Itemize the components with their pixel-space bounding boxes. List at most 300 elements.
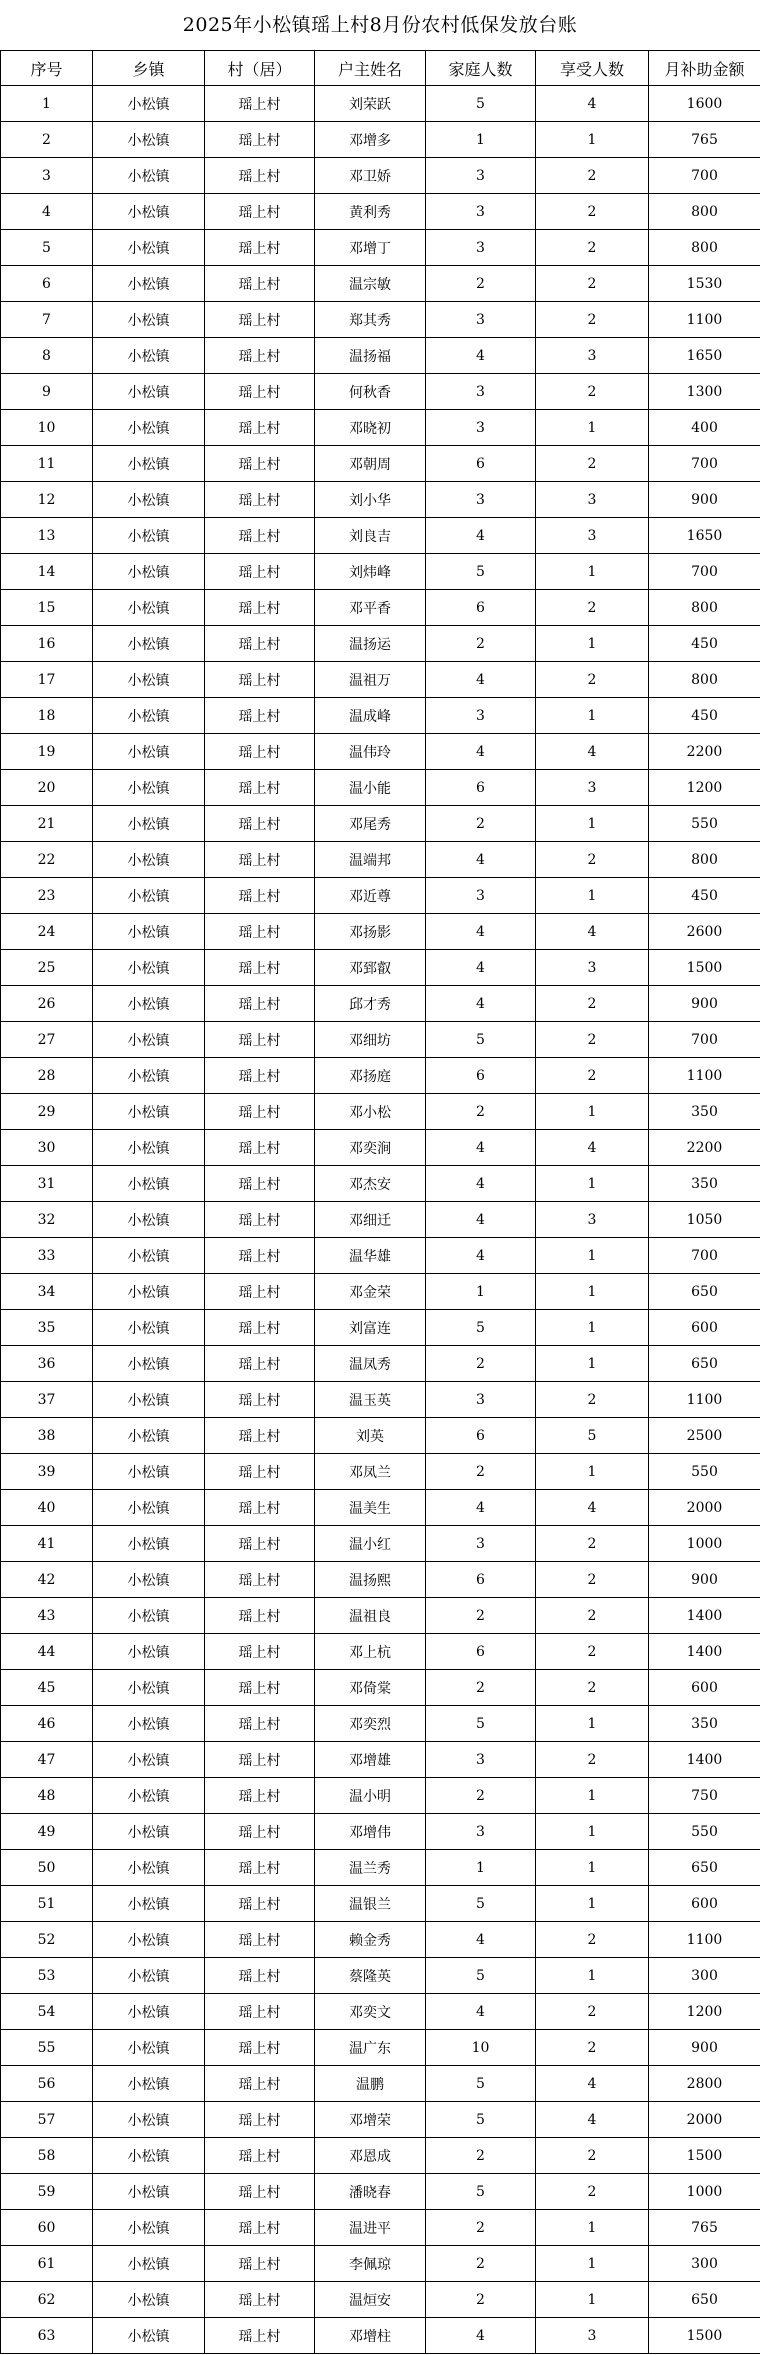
cell-monthly-amount: 1400 — [649, 1634, 760, 1670]
cell-monthly-amount: 1400 — [649, 1598, 760, 1634]
table-row — [1, 1310, 760, 1346]
cell-householder: 温小明 — [315, 1778, 426, 1814]
cell-village: 瑶上村 — [205, 194, 315, 230]
cell-serial: 13 — [1, 518, 93, 554]
cell-serial: 1 — [1, 86, 93, 122]
cell-township: 小松镇 — [93, 1598, 205, 1634]
cell-family-size: 2 — [426, 2210, 536, 2246]
cell-village: 瑶上村 — [205, 266, 315, 302]
cell-serial: 56 — [1, 2066, 93, 2102]
cell-township: 小松镇 — [93, 1490, 205, 1526]
cell-township: 小松镇 — [93, 662, 205, 698]
cell-beneficiaries: 4 — [536, 86, 649, 122]
cell-serial: 17 — [1, 662, 93, 698]
cell-householder: 邓小松 — [315, 1094, 426, 1130]
cell-family-size: 4 — [426, 1202, 536, 1238]
cell-householder: 温玉英 — [315, 1382, 426, 1418]
cell-beneficiaries: 1 — [536, 1850, 649, 1886]
cell-village: 瑶上村 — [205, 878, 315, 914]
table-row — [1, 1598, 760, 1634]
cell-township: 小松镇 — [93, 2210, 205, 2246]
cell-householder: 潘晓春 — [315, 2174, 426, 2210]
cell-serial: 47 — [1, 1742, 93, 1778]
cell-beneficiaries: 2 — [536, 1022, 649, 1058]
cell-family-size: 4 — [426, 1490, 536, 1526]
cell-family-size: 3 — [426, 1382, 536, 1418]
cell-beneficiaries: 3 — [536, 518, 649, 554]
cell-township: 小松镇 — [93, 1310, 205, 1346]
table-row — [1, 1166, 760, 1202]
cell-householder: 温美生 — [315, 1490, 426, 1526]
cell-beneficiaries: 2 — [536, 194, 649, 230]
cell-village: 瑶上村 — [205, 2138, 315, 2174]
cell-township: 小松镇 — [93, 1814, 205, 1850]
cell-householder: 温宗敏 — [315, 266, 426, 302]
cell-monthly-amount: 550 — [649, 806, 760, 842]
cell-serial: 11 — [1, 446, 93, 482]
cell-serial: 28 — [1, 1058, 93, 1094]
cell-village: 瑶上村 — [205, 1310, 315, 1346]
table-row — [1, 770, 760, 806]
cell-township: 小松镇 — [93, 86, 205, 122]
cell-householder: 刘良吉 — [315, 518, 426, 554]
cell-family-size: 3 — [426, 410, 536, 446]
cell-serial: 15 — [1, 590, 93, 626]
cell-family-size: 3 — [426, 1742, 536, 1778]
cell-householder: 邓增柱 — [315, 2318, 426, 2354]
cell-beneficiaries: 2 — [536, 158, 649, 194]
cell-township: 小松镇 — [93, 2282, 205, 2318]
cell-village: 瑶上村 — [205, 2246, 315, 2282]
cell-township: 小松镇 — [93, 374, 205, 410]
cell-householder: 温兰秀 — [315, 1850, 426, 1886]
cell-village: 瑶上村 — [205, 770, 315, 806]
cell-beneficiaries: 1 — [536, 878, 649, 914]
cell-village: 瑶上村 — [205, 482, 315, 518]
cell-village: 瑶上村 — [205, 1094, 315, 1130]
cell-beneficiaries: 1 — [536, 554, 649, 590]
cell-beneficiaries: 1 — [536, 1454, 649, 1490]
cell-serial: 23 — [1, 878, 93, 914]
cell-township: 小松镇 — [93, 446, 205, 482]
cell-beneficiaries: 1 — [536, 626, 649, 662]
cell-family-size: 4 — [426, 338, 536, 374]
table-row — [1, 446, 760, 482]
cell-serial: 58 — [1, 2138, 93, 2174]
cell-serial: 7 — [1, 302, 93, 338]
cell-family-size: 3 — [426, 878, 536, 914]
cell-village: 瑶上村 — [205, 1670, 315, 1706]
cell-householder: 邓上杭 — [315, 1634, 426, 1670]
cell-beneficiaries: 2 — [536, 1994, 649, 2030]
cell-village: 瑶上村 — [205, 2102, 315, 2138]
cell-serial: 59 — [1, 2174, 93, 2210]
cell-serial: 21 — [1, 806, 93, 842]
cell-village: 瑶上村 — [205, 374, 315, 410]
cell-village: 瑶上村 — [205, 1634, 315, 1670]
cell-householder: 刘富连 — [315, 1310, 426, 1346]
cell-monthly-amount: 1000 — [649, 2174, 760, 2210]
cell-householder: 温华雄 — [315, 1238, 426, 1274]
cell-township: 小松镇 — [93, 1094, 205, 1130]
cell-householder: 邓尾秀 — [315, 806, 426, 842]
cell-serial: 38 — [1, 1418, 93, 1454]
cell-beneficiaries: 4 — [536, 1130, 649, 1166]
table-row — [1, 590, 760, 626]
table-body — [1, 86, 760, 2354]
ledger-table — [0, 50, 760, 2354]
cell-village: 瑶上村 — [205, 1418, 315, 1454]
cell-serial: 63 — [1, 2318, 93, 2354]
cell-village: 瑶上村 — [205, 338, 315, 374]
table-row — [1, 1346, 760, 1382]
table-row — [1, 374, 760, 410]
cell-serial: 14 — [1, 554, 93, 590]
cell-township: 小松镇 — [93, 590, 205, 626]
cell-township: 小松镇 — [93, 1994, 205, 2030]
table-row — [1, 986, 760, 1022]
cell-monthly-amount: 1050 — [649, 1202, 760, 1238]
cell-beneficiaries: 2 — [536, 1742, 649, 1778]
cell-serial: 30 — [1, 1130, 93, 1166]
cell-beneficiaries: 1 — [536, 1886, 649, 1922]
cell-beneficiaries: 3 — [536, 338, 649, 374]
cell-monthly-amount: 2200 — [649, 734, 760, 770]
table-row — [1, 842, 760, 878]
cell-township: 小松镇 — [93, 770, 205, 806]
cell-householder: 邓凤兰 — [315, 1454, 426, 1490]
table-row — [1, 2246, 760, 2282]
cell-township: 小松镇 — [93, 1346, 205, 1382]
cell-township: 小松镇 — [93, 2318, 205, 2354]
cell-family-size: 3 — [426, 230, 536, 266]
cell-serial: 36 — [1, 1346, 93, 1382]
header-village: 村（居） — [205, 51, 315, 86]
cell-family-size: 3 — [426, 482, 536, 518]
cell-township: 小松镇 — [93, 1166, 205, 1202]
cell-family-size: 6 — [426, 1634, 536, 1670]
cell-village: 瑶上村 — [205, 1958, 315, 1994]
cell-serial: 61 — [1, 2246, 93, 2282]
table-row — [1, 698, 760, 734]
table-row — [1, 2282, 760, 2318]
cell-township: 小松镇 — [93, 806, 205, 842]
cell-householder: 温小能 — [315, 770, 426, 806]
cell-family-size: 4 — [426, 986, 536, 1022]
cell-serial: 19 — [1, 734, 93, 770]
cell-serial: 48 — [1, 1778, 93, 1814]
cell-village: 瑶上村 — [205, 1346, 315, 1382]
cell-serial: 53 — [1, 1958, 93, 1994]
table-row — [1, 2066, 760, 2102]
cell-beneficiaries: 1 — [536, 1706, 649, 1742]
cell-village: 瑶上村 — [205, 1994, 315, 2030]
cell-householder: 郑其秀 — [315, 302, 426, 338]
cell-serial: 54 — [1, 1994, 93, 2030]
cell-serial: 40 — [1, 1490, 93, 1526]
table-row — [1, 1130, 760, 1166]
cell-beneficiaries: 2 — [536, 2174, 649, 2210]
cell-monthly-amount: 1600 — [649, 86, 760, 122]
cell-serial: 4 — [1, 194, 93, 230]
cell-family-size: 2 — [426, 266, 536, 302]
cell-village: 瑶上村 — [205, 2066, 315, 2102]
cell-village: 瑶上村 — [205, 2318, 315, 2354]
cell-village: 瑶上村 — [205, 1382, 315, 1418]
cell-family-size: 3 — [426, 374, 536, 410]
cell-township: 小松镇 — [93, 1454, 205, 1490]
table-row — [1, 1562, 760, 1598]
table-row — [1, 194, 760, 230]
cell-family-size: 5 — [426, 1886, 536, 1922]
cell-serial: 52 — [1, 1922, 93, 1958]
cell-family-size: 4 — [426, 1994, 536, 2030]
cell-householder: 邓奕烈 — [315, 1706, 426, 1742]
table-row — [1, 1490, 760, 1526]
cell-township: 小松镇 — [93, 1850, 205, 1886]
cell-beneficiaries: 4 — [536, 2066, 649, 2102]
header-row — [1, 51, 760, 86]
header-township: 乡镇 — [93, 51, 205, 86]
cell-monthly-amount: 900 — [649, 2030, 760, 2066]
cell-family-size: 3 — [426, 158, 536, 194]
cell-family-size: 4 — [426, 1922, 536, 1958]
cell-family-size: 4 — [426, 1238, 536, 1274]
cell-family-size: 4 — [426, 734, 536, 770]
cell-serial: 10 — [1, 410, 93, 446]
cell-householder: 温凤秀 — [315, 1346, 426, 1382]
cell-beneficiaries: 2 — [536, 2030, 649, 2066]
cell-beneficiaries: 5 — [536, 1418, 649, 1454]
cell-monthly-amount: 350 — [649, 1706, 760, 1742]
cell-serial: 31 — [1, 1166, 93, 1202]
cell-township: 小松镇 — [93, 986, 205, 1022]
table-row — [1, 1994, 760, 2030]
cell-monthly-amount: 1000 — [649, 1526, 760, 1562]
cell-family-size: 4 — [426, 914, 536, 950]
cell-family-size: 6 — [426, 770, 536, 806]
cell-householder: 邓奕涧 — [315, 1130, 426, 1166]
cell-township: 小松镇 — [93, 1742, 205, 1778]
cell-serial: 46 — [1, 1706, 93, 1742]
cell-village: 瑶上村 — [205, 1562, 315, 1598]
cell-township: 小松镇 — [93, 2030, 205, 2066]
cell-family-size: 1 — [426, 122, 536, 158]
cell-householder: 赖金秀 — [315, 1922, 426, 1958]
cell-township: 小松镇 — [93, 1958, 205, 1994]
cell-village: 瑶上村 — [205, 1130, 315, 1166]
cell-family-size: 5 — [426, 1706, 536, 1742]
cell-family-size: 5 — [426, 1022, 536, 1058]
cell-beneficiaries: 1 — [536, 806, 649, 842]
cell-householder: 黄利秀 — [315, 194, 426, 230]
table-row — [1, 1886, 760, 1922]
table-row — [1, 482, 760, 518]
table-row — [1, 554, 760, 590]
cell-township: 小松镇 — [93, 122, 205, 158]
cell-serial: 35 — [1, 1310, 93, 1346]
cell-township: 小松镇 — [93, 1130, 205, 1166]
cell-beneficiaries: 4 — [536, 1490, 649, 1526]
cell-beneficiaries: 1 — [536, 1238, 649, 1274]
cell-village: 瑶上村 — [205, 1238, 315, 1274]
cell-family-size: 6 — [426, 1418, 536, 1454]
table-row — [1, 1706, 760, 1742]
table-row — [1, 1778, 760, 1814]
cell-householder: 邓扬影 — [315, 914, 426, 950]
cell-village: 瑶上村 — [205, 2030, 315, 2066]
cell-serial: 42 — [1, 1562, 93, 1598]
cell-monthly-amount: 650 — [649, 1346, 760, 1382]
table-row — [1, 1094, 760, 1130]
cell-monthly-amount: 1500 — [649, 2138, 760, 2174]
cell-beneficiaries: 1 — [536, 1166, 649, 1202]
cell-village: 瑶上村 — [205, 230, 315, 266]
cell-serial: 41 — [1, 1526, 93, 1562]
cell-serial: 45 — [1, 1670, 93, 1706]
table-row — [1, 122, 760, 158]
cell-beneficiaries: 4 — [536, 2102, 649, 2138]
cell-monthly-amount: 800 — [649, 230, 760, 266]
page-title: 2025年小松镇瑶上村8月份农村低保发放台账 — [182, 14, 578, 36]
cell-township: 小松镇 — [93, 1274, 205, 1310]
cell-monthly-amount: 400 — [649, 410, 760, 446]
cell-monthly-amount: 1100 — [649, 1058, 760, 1094]
cell-family-size: 5 — [426, 1958, 536, 1994]
cell-beneficiaries: 2 — [536, 1670, 649, 1706]
cell-family-size: 3 — [426, 194, 536, 230]
cell-village: 瑶上村 — [205, 554, 315, 590]
cell-beneficiaries: 2 — [536, 1382, 649, 1418]
cell-householder: 温成峰 — [315, 698, 426, 734]
cell-monthly-amount: 700 — [649, 158, 760, 194]
cell-village: 瑶上村 — [205, 1454, 315, 1490]
cell-village: 瑶上村 — [205, 86, 315, 122]
cell-township: 小松镇 — [93, 338, 205, 374]
table-row — [1, 2138, 760, 2174]
cell-township: 小松镇 — [93, 1634, 205, 1670]
cell-beneficiaries: 2 — [536, 446, 649, 482]
cell-monthly-amount: 2800 — [649, 2066, 760, 2102]
cell-householder: 邓增多 — [315, 122, 426, 158]
cell-family-size: 2 — [426, 1778, 536, 1814]
table-row — [1, 230, 760, 266]
cell-serial: 37 — [1, 1382, 93, 1418]
cell-township: 小松镇 — [93, 1022, 205, 1058]
cell-monthly-amount: 750 — [649, 1778, 760, 1814]
cell-township: 小松镇 — [93, 194, 205, 230]
table-header — [1, 51, 760, 86]
cell-beneficiaries: 3 — [536, 950, 649, 986]
cell-family-size: 6 — [426, 1058, 536, 1094]
cell-village: 瑶上村 — [205, 1706, 315, 1742]
cell-householder: 邱才秀 — [315, 986, 426, 1022]
cell-beneficiaries: 1 — [536, 1274, 649, 1310]
table-row — [1, 626, 760, 662]
cell-householder: 温鹏 — [315, 2066, 426, 2102]
cell-monthly-amount: 1650 — [649, 338, 760, 374]
cell-serial: 26 — [1, 986, 93, 1022]
cell-township: 小松镇 — [93, 698, 205, 734]
table-row — [1, 1850, 760, 1886]
cell-householder: 温祖万 — [315, 662, 426, 698]
cell-monthly-amount: 1300 — [649, 374, 760, 410]
table-row — [1, 734, 760, 770]
cell-householder: 邓杰安 — [315, 1166, 426, 1202]
cell-township: 小松镇 — [93, 302, 205, 338]
cell-monthly-amount: 600 — [649, 1310, 760, 1346]
cell-village: 瑶上村 — [205, 914, 315, 950]
cell-householder: 邓郅叡 — [315, 950, 426, 986]
cell-village: 瑶上村 — [205, 1202, 315, 1238]
cell-township: 小松镇 — [93, 1202, 205, 1238]
cell-beneficiaries: 1 — [536, 698, 649, 734]
cell-householder: 温银兰 — [315, 1886, 426, 1922]
cell-householder: 温扬运 — [315, 626, 426, 662]
cell-village: 瑶上村 — [205, 1526, 315, 1562]
table-row — [1, 2102, 760, 2138]
cell-householder: 邓扬庭 — [315, 1058, 426, 1094]
cell-serial: 39 — [1, 1454, 93, 1490]
cell-village: 瑶上村 — [205, 1778, 315, 1814]
cell-township: 小松镇 — [93, 158, 205, 194]
cell-serial: 44 — [1, 1634, 93, 1670]
cell-monthly-amount: 2200 — [649, 1130, 760, 1166]
cell-family-size: 5 — [426, 86, 536, 122]
cell-village: 瑶上村 — [205, 1022, 315, 1058]
cell-township: 小松镇 — [93, 1922, 205, 1958]
cell-family-size: 4 — [426, 842, 536, 878]
cell-family-size: 3 — [426, 1814, 536, 1850]
cell-serial: 25 — [1, 950, 93, 986]
cell-monthly-amount: 450 — [649, 626, 760, 662]
cell-householder: 邓倚棠 — [315, 1670, 426, 1706]
cell-beneficiaries: 2 — [536, 2138, 649, 2174]
cell-village: 瑶上村 — [205, 662, 315, 698]
cell-beneficiaries: 3 — [536, 2318, 649, 2354]
cell-householder: 刘炜峰 — [315, 554, 426, 590]
cell-monthly-amount: 350 — [649, 1094, 760, 1130]
table-row — [1, 806, 760, 842]
table-row — [1, 662, 760, 698]
cell-monthly-amount: 800 — [649, 590, 760, 626]
cell-beneficiaries: 1 — [536, 2282, 649, 2318]
cell-householder: 刘小华 — [315, 482, 426, 518]
table-row — [1, 158, 760, 194]
cell-village: 瑶上村 — [205, 842, 315, 878]
cell-village: 瑶上村 — [205, 1058, 315, 1094]
table-row — [1, 1238, 760, 1274]
cell-monthly-amount: 1200 — [649, 770, 760, 806]
cell-monthly-amount: 800 — [649, 842, 760, 878]
cell-householder: 温端邦 — [315, 842, 426, 878]
table-row — [1, 1526, 760, 1562]
cell-family-size: 5 — [426, 2174, 536, 2210]
cell-serial: 50 — [1, 1850, 93, 1886]
cell-family-size: 4 — [426, 1130, 536, 1166]
cell-township: 小松镇 — [93, 1562, 205, 1598]
cell-family-size: 4 — [426, 2318, 536, 2354]
cell-serial: 57 — [1, 2102, 93, 2138]
cell-family-size: 3 — [426, 302, 536, 338]
table-row — [1, 2174, 760, 2210]
cell-township: 小松镇 — [93, 2138, 205, 2174]
cell-family-size: 3 — [426, 1526, 536, 1562]
table-row — [1, 950, 760, 986]
cell-householder: 温广东 — [315, 2030, 426, 2066]
cell-beneficiaries: 2 — [536, 266, 649, 302]
cell-village: 瑶上村 — [205, 1274, 315, 1310]
